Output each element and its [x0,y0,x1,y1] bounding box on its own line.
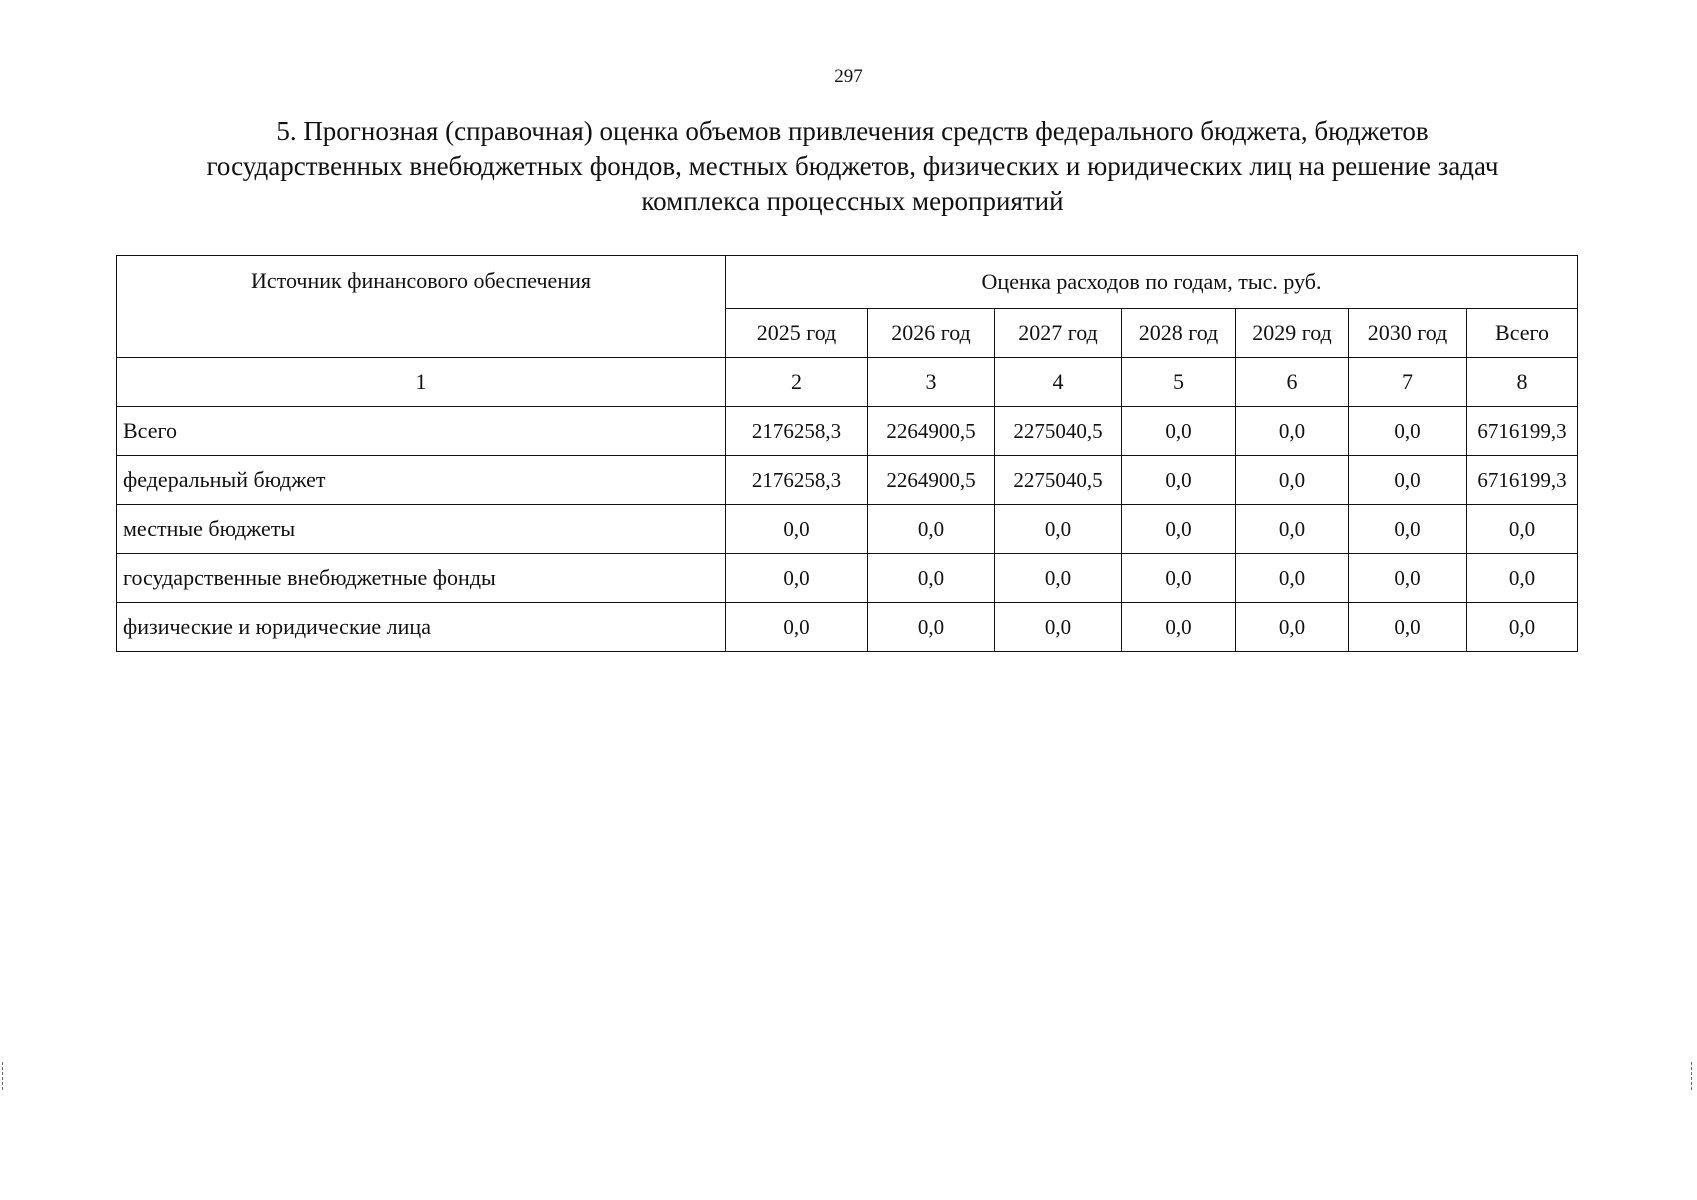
value-cell: 0,0 [1349,456,1467,505]
value-cell: 2275040,5 [995,456,1122,505]
table-row [117,407,1578,456]
title-line-3: комплекса процессных мероприятий [641,186,1064,216]
total-header: Всего [1467,309,1578,358]
column-number: 6 [1236,358,1349,407]
total-cell: 0,0 [1467,554,1578,603]
title-line-1: 5. Прогнозная (справочная) оценка объемов привлечения средств федерального бюджета, бюджетов [276,116,1429,146]
column-number: 7 [1349,358,1467,407]
row-label: местные бюджеты [117,505,726,554]
scan-edge-mark-right [1691,1062,1696,1090]
year-header: 2026 год [868,309,995,358]
value-cell: 0,0 [868,603,995,652]
year-header: 2028 год [1122,309,1236,358]
value-cell: 0,0 [995,505,1122,554]
table-header-row [117,256,1578,309]
value-cell: 0,0 [1236,456,1349,505]
value-cell: 2264900,5 [868,407,995,456]
column-number: 4 [995,358,1122,407]
column-number: 5 [1122,358,1236,407]
value-cell: 0,0 [1349,603,1467,652]
value-cell: 0,0 [1349,505,1467,554]
value-cell: 0,0 [995,554,1122,603]
table-row [117,603,1578,652]
value-cell: 0,0 [995,603,1122,652]
total-cell: 0,0 [1467,603,1578,652]
column-number: 2 [726,358,868,407]
value-cell: 0,0 [726,505,868,554]
column-number: 8 [1467,358,1578,407]
document-title [160,114,1545,219]
scan-edge-mark-left [2,1062,7,1090]
value-cell: 0,0 [1236,505,1349,554]
value-cell: 2176258,3 [726,407,868,456]
value-cell: 0,0 [1122,603,1236,652]
title-line-2: государственных внебюджетных фондов, местных бюджетов, физических и юридических лиц на решение задач [206,151,1499,181]
value-cell: 2176258,3 [726,456,868,505]
table-row [117,505,1578,554]
year-header: 2027 год [995,309,1122,358]
value-cell: 0,0 [1122,554,1236,603]
value-cell: 0,0 [1122,505,1236,554]
value-cell: 0,0 [1236,603,1349,652]
column-number: 3 [868,358,995,407]
value-cell: 2264900,5 [868,456,995,505]
value-cell: 0,0 [1122,407,1236,456]
value-cell: 0,0 [726,554,868,603]
year-header: 2025 год [726,309,868,358]
table-row [117,554,1578,603]
page-number: 297 [834,66,863,87]
estimate-column-header: Оценка расходов по годам, тыс. руб. [726,256,1578,309]
value-cell: 0,0 [1122,456,1236,505]
row-label: федеральный бюджет [117,456,726,505]
value-cell: 0,0 [868,554,995,603]
value-cell: 0,0 [1349,554,1467,603]
total-cell: 6716199,3 [1467,456,1578,505]
value-cell: 0,0 [868,505,995,554]
financing-table [116,255,1578,652]
column-number-row [117,358,1578,407]
row-label: Всего [117,407,726,456]
value-cell: 0,0 [1236,407,1349,456]
row-label: государственные внебюджетные фонды [117,554,726,603]
year-header: 2029 год [1236,309,1349,358]
value-cell: 0,0 [726,603,868,652]
column-number: 1 [117,358,726,407]
table-row [117,456,1578,505]
total-cell: 6716199,3 [1467,407,1578,456]
value-cell: 0,0 [1349,407,1467,456]
value-cell: 2275040,5 [995,407,1122,456]
value-cell: 0,0 [1236,554,1349,603]
row-label: физические и юридические лица [117,603,726,652]
year-header: 2030 год [1349,309,1467,358]
source-column-header: Источник финансового обеспечения [117,256,726,358]
total-cell: 0,0 [1467,505,1578,554]
